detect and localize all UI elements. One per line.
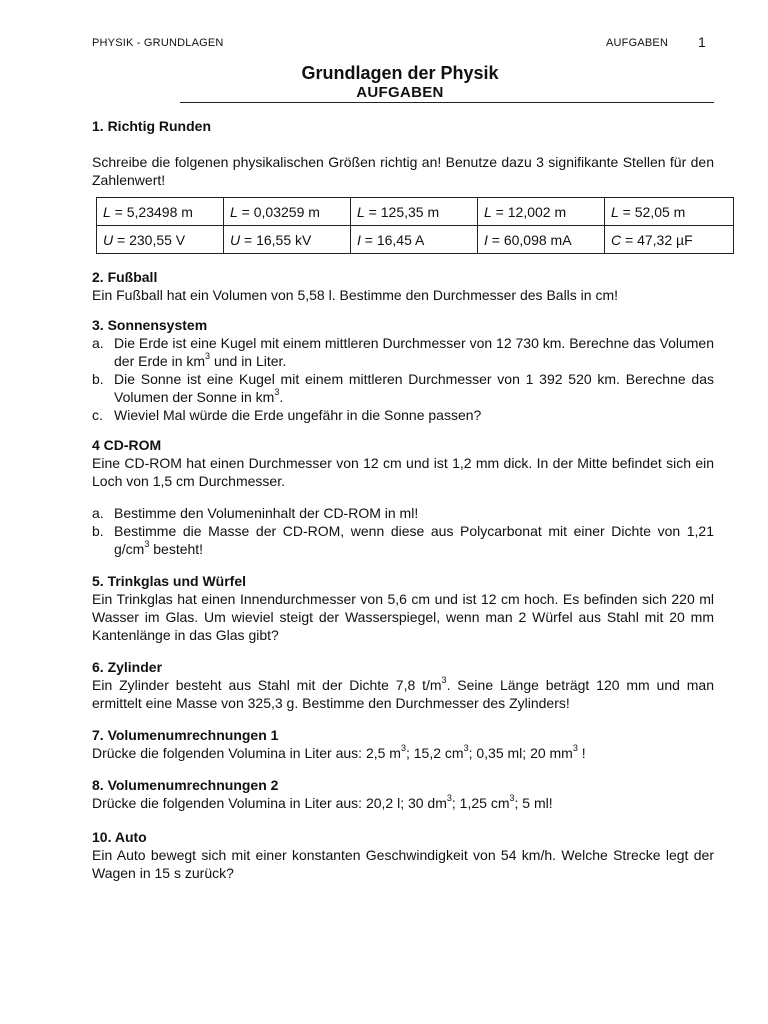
page-subtitle: AUFGABEN bbox=[356, 84, 444, 101]
table-cell: L = 12,002 m bbox=[478, 198, 605, 226]
task-3-heading: 3. Sonnensystem bbox=[92, 317, 208, 333]
task-10-heading: 10. Auto bbox=[92, 829, 147, 845]
task-2-text: Ein Fußball hat ein Volumen von 5,58 l. Bestimme den Durchmesser des Balls in cm! bbox=[92, 287, 619, 303]
header-left: PHYSIK - GRUNDLAGEN bbox=[92, 37, 224, 49]
table-cell: U = 16,55 kV bbox=[224, 226, 351, 254]
task-6-text: Ein Zylinder besteht aus Stahl mit der Dichte 7,8 $t/m^3$. Seine Länge beträgt 120 mm und man ermittelt eine Masse von 325,3 g. Bestimme den Durchmesser des Zylinders! bbox=[92, 675, 714, 711]
task-1-heading: 1. Richtig Runden bbox=[92, 118, 211, 134]
list-item: b. Die Sonne ist eine Kugel mit einem mittleren Durchmesser von 1 392 520 km. Berechne das Volumen der Sonne in $km^3$. bbox=[92, 371, 714, 405]
table-cell: L = 0,03259 m bbox=[224, 198, 351, 226]
task-7-heading: 7. Volumenumrechnungen 1 bbox=[92, 727, 279, 743]
task-2-heading: 2. Fußball bbox=[92, 269, 158, 285]
task-8-heading: 8. Volumenumrechnungen 2 bbox=[92, 777, 279, 793]
table-cell: I = 60,098 mA bbox=[478, 226, 605, 254]
header-right: AUFGABEN bbox=[606, 37, 669, 49]
table-cell: L = 125,35 m bbox=[351, 198, 478, 226]
values-table bbox=[96, 197, 734, 254]
task-8-text: Drücke die folgenden Volumina in Liter aus: 20,2 l; 30 $dm^3$; 1,25 $cm^3$; 5 ml! bbox=[92, 793, 553, 811]
table-cell: I = 16,45 A bbox=[351, 226, 478, 254]
list-item: a. Die Erde ist eine Kugel mit einem mittleren Durchmesser von 12 730 km. Berechne das Volumen der Erde in $km^3$ und in Liter. bbox=[92, 335, 714, 369]
task-4-text: Eine CD-ROM hat einen Durchmesser von 12 cm und ist 1,2 mm dick. In der Mitte befindet sich ein Loch von 1,5 cm Durchmesser. bbox=[92, 455, 714, 489]
task-6-heading: 6. Zylinder bbox=[92, 659, 163, 675]
list-item: c. Wieviel Mal würde die Erde ungefähr in die Sonne passen? bbox=[92, 407, 482, 423]
task-4-heading: 4 CD-ROM bbox=[92, 437, 162, 453]
page-title: Grundlagen der Physik bbox=[301, 63, 499, 83]
table-cell: U = 230,55 V bbox=[97, 226, 224, 254]
task-list bbox=[92, 117, 714, 882]
task-5-text: Ein Trinkglas hat einen Innendurchmesser von 5,6 cm und ist 12 cm hoch. Es befinden sich 220 ml Wasser im Glas. Um wieviel steigt der Wasserspiegel, wenn man 2 Würfel aus Stahl mit 20 mm Kantenlänge in das Glas gibt? bbox=[92, 591, 714, 643]
page-number: 1 bbox=[698, 34, 706, 50]
table-cell: C = 47,32 µF bbox=[605, 226, 734, 254]
list-item: a. Bestimme den Volumeninhalt der CD-ROM in ml! bbox=[92, 505, 419, 521]
list-item: b. Bestimme die Masse der CD-ROM, wenn diese aus Polycarbonat mit einer Dichte von 1,21 $g/cm^3$ besteht! bbox=[92, 523, 714, 557]
title-rule bbox=[180, 102, 714, 103]
table-cell: L = 52,05 m bbox=[605, 198, 734, 226]
table-cell: L = 5,23498 m bbox=[97, 198, 224, 226]
task-7-text: Drücke die folgenden Volumina in Liter aus: 2,5 $m^3$; 15,2 $cm^3$; 0,35 ml; 20 $mm^3$ ! bbox=[92, 743, 586, 761]
task-1-text: Schreibe die folgenen physikalischen Größen richtig an! Benutze dazu 3 signifikante Stellen für den Zahlenwert! bbox=[92, 154, 714, 188]
table-row bbox=[97, 226, 734, 254]
task-5-heading: 5. Trinkglas und Würfel bbox=[92, 573, 247, 589]
table-row bbox=[97, 198, 734, 226]
task-10-text: Ein Auto bewegt sich mit einer konstanten Geschwindigkeit von 54 km/h. Welche Strecke legt der Wagen in 15 s zurück? bbox=[92, 847, 714, 881]
